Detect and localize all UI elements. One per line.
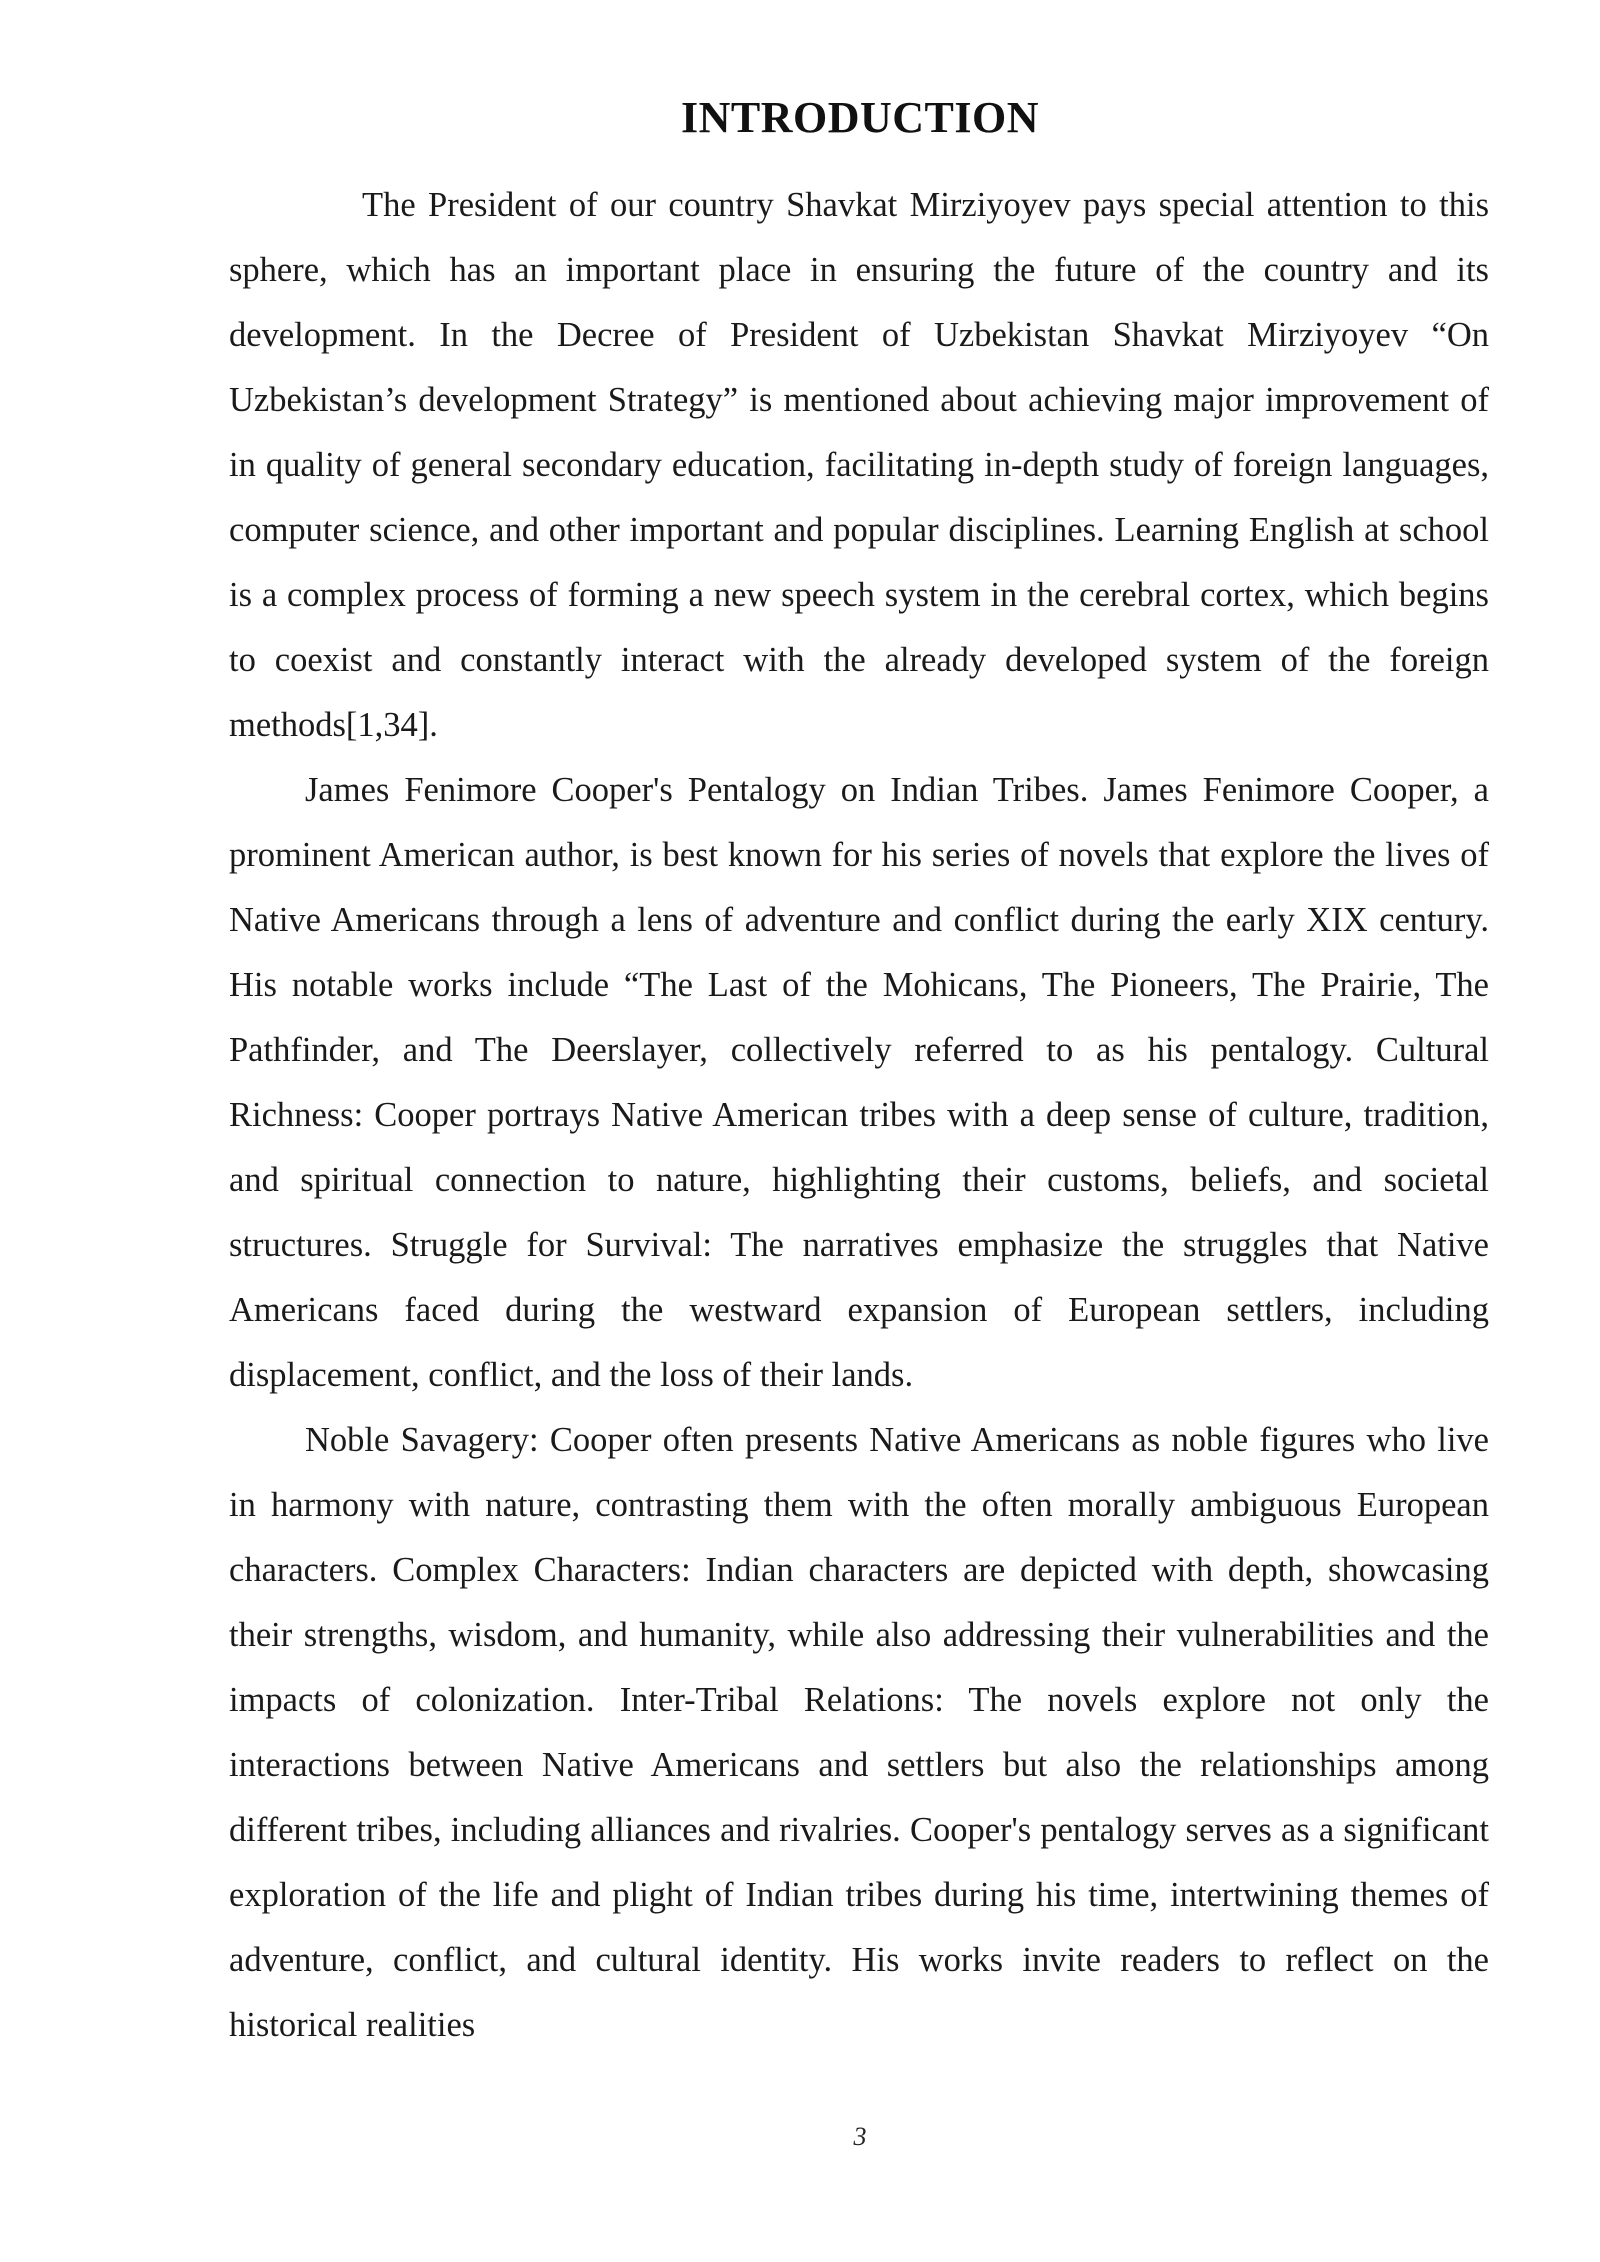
- paragraph-3: Noble Savagery: Cooper often presents Native Americans as noble figures who live in harmony with nature, contrasting them with the often morally ambiguous European characters. Complex Characters: Indian characters are depicted with depth, showcasing their strengths, wisdom, and humanity, while also addressing their vulnerabilities and the impacts of colonization. Inter-Tribal Relations: The novels explore not only the interactions between Native Americans and settlers but also the relationships among different tribes, including alliances and rivalries. Cooper's pentalogy serves as a significant exploration of the life and plight of Indian tribes during his time, intertwining themes of adventure, conflict, and cultural identity. His works invite readers to reflect on the historical realities: [229, 1421, 1489, 2044]
- page-title: INTRODUCTION: [680, 93, 1040, 142]
- page-number: 3: [853, 2122, 867, 2151]
- paragraph-2: James Fenimore Cooper's Pentalogy on Indian Tribes. James Fenimore Cooper, a prominent American author, is best known for his series of novels that explore the lives of Native Americans through a lens of adventure and conflict during the early XIX century. His notable works include “The Last of the Mohicans, The Pioneers, The Prairie, The Pathfinder, and The Deerslayer, collectively referred to as his pentalogy. Cultural Richness: Cooper portrays Native American tribes with a deep sense of culture, tradition, and spiritual connection to nature, highlighting their customs, beliefs, and societal structures. Struggle for Survival: The narratives emphasize the struggles that Native Americans faced during the westward expansion of European settlers, including displacement, conflict, and the loss of their lands.: [229, 771, 1489, 1394]
- body-text: [229, 173, 1489, 2058]
- paragraph-1: The President of our country Shavkat Mirziyoyev pays special attention to this sphere, which has an important place in ensuring the future of the country and its development. In the Decree of President of Uzbekistan Shavkat Mirziyoyev “On Uzbekistan’s development Strategy” is mentioned about achieving major improvement of in quality of general secondary education, facilitating in-depth study of foreign languages, computer science, and other important and popular disciplines. Learning English at school is a complex process of forming a new speech system in the cerebral cortex, which begins to coexist and constantly interact with the already developed system of the foreign methods[1,34].: [229, 186, 1489, 744]
